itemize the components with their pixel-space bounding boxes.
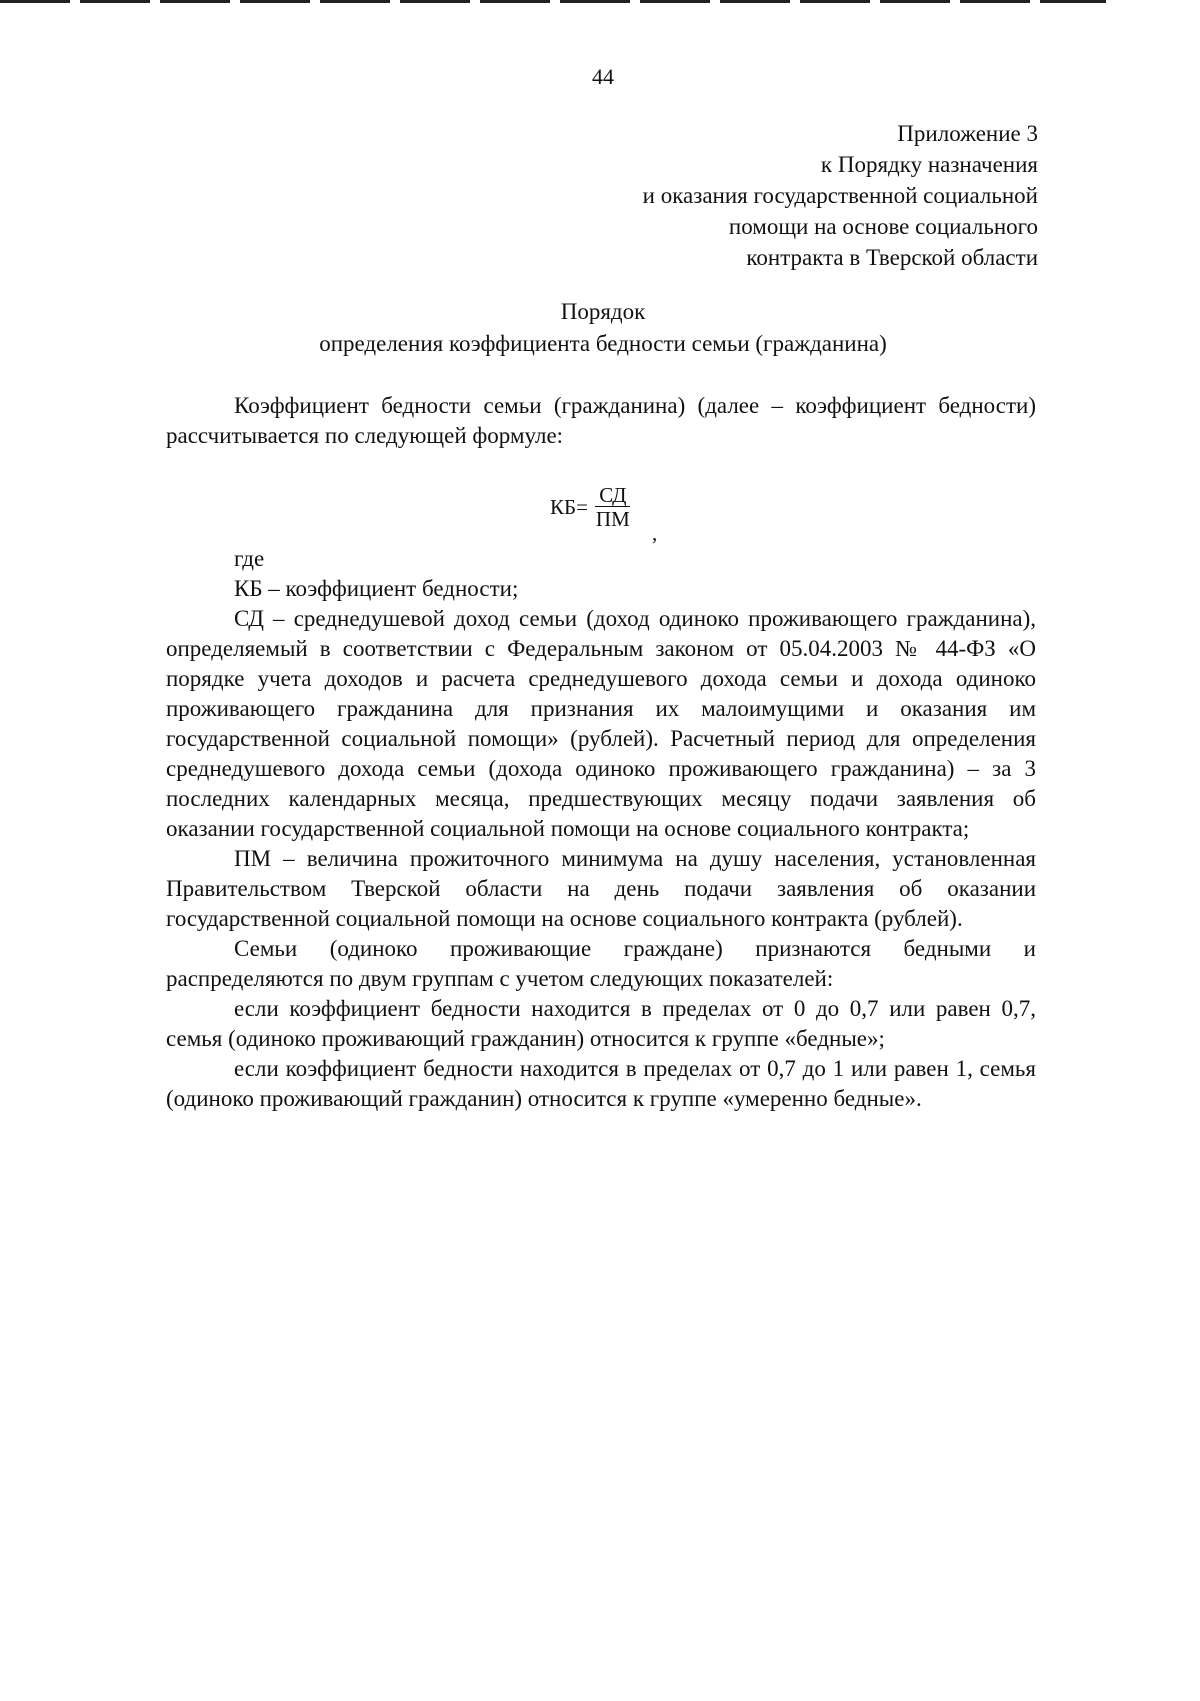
- appendix-line: и оказания государственной социальной: [642, 183, 1038, 208]
- formula-equals: =: [576, 495, 588, 519]
- definition-kb: КБ – коэффициент бедности;: [234, 576, 519, 601]
- appendix-header: [643, 118, 1038, 273]
- appendix-line: Приложение 3: [897, 121, 1038, 146]
- appendix-line: помощи на основе социального: [728, 214, 1038, 239]
- page-number: 44: [592, 64, 614, 89]
- appendix-line: контракта в Тверской области: [746, 245, 1038, 270]
- title-line-2: определения коэффициента бедности семьи (гражданина): [319, 331, 887, 356]
- definition-sd: СД – среднедушевой доход семьи (доход одиноко проживающего гражданина), определяемый в соответствии с Федеральным законом от 05.04.2003 № 44-ФЗ «О порядке учета доходов и расчета среднедушевого дохода семьи и дохода одиноко проживающего гражданина для признания их малоимущими и оказания им государственной социальной помощи» (рублей). Расчетный период для определения среднедушевого дохода семьи (дохода одиноко проживающего гражданина) – за 3 последних календарных месяца, предшествующих месяцу подачи заявления об оказании государственной социальной помощи на основе социального контракта;: [166, 606, 1036, 841]
- intro-paragraph: Коэффициент бедности семьи (гражданина) (далее – коэффициент бедности) рассчитывается по следующей формуле:: [166, 393, 1036, 448]
- where-label: где: [234, 546, 265, 571]
- poverty-formula: [550, 484, 634, 531]
- intro-block: [166, 391, 1036, 451]
- definitions-block: [166, 544, 1036, 1114]
- formula-lhs: КБ: [550, 495, 577, 519]
- formula-fraction: [592, 484, 634, 531]
- formula-comma: ,: [652, 521, 658, 545]
- groups-intro: Семьи (одиноко проживающие граждане) признаются бедными и распределяются по двум группам с учетом следующих показателей:: [166, 936, 1036, 991]
- group-moderately-poor: если коэффициент бедности находится в пределах от 0,7 до 1 или равен 1, семья (одиноко проживающий гражданин) относится к группе «умеренно бедные».: [166, 1056, 1036, 1111]
- document-title: [0, 296, 1200, 360]
- group-poor: если коэффициент бедности находится в пределах от 0 до 0,7 или равен 0,7, семья (одиноко проживающий гражданин) относится к группе «бедные»;: [166, 996, 1036, 1051]
- appendix-line: к Порядку назначения: [820, 152, 1038, 177]
- title-line-1: Порядок: [560, 299, 646, 324]
- definition-pm: ПМ – величина прожиточного минимума на душу населения, установленная Правительством Тверской области на день подачи заявления об оказании государственной социальной помощи на основе социального контракта (рублей).: [166, 846, 1036, 931]
- scan-edge-line: [0, 0, 1106, 3]
- formula-denominator: ПМ: [595, 507, 630, 531]
- formula-numerator: СД: [595, 484, 630, 507]
